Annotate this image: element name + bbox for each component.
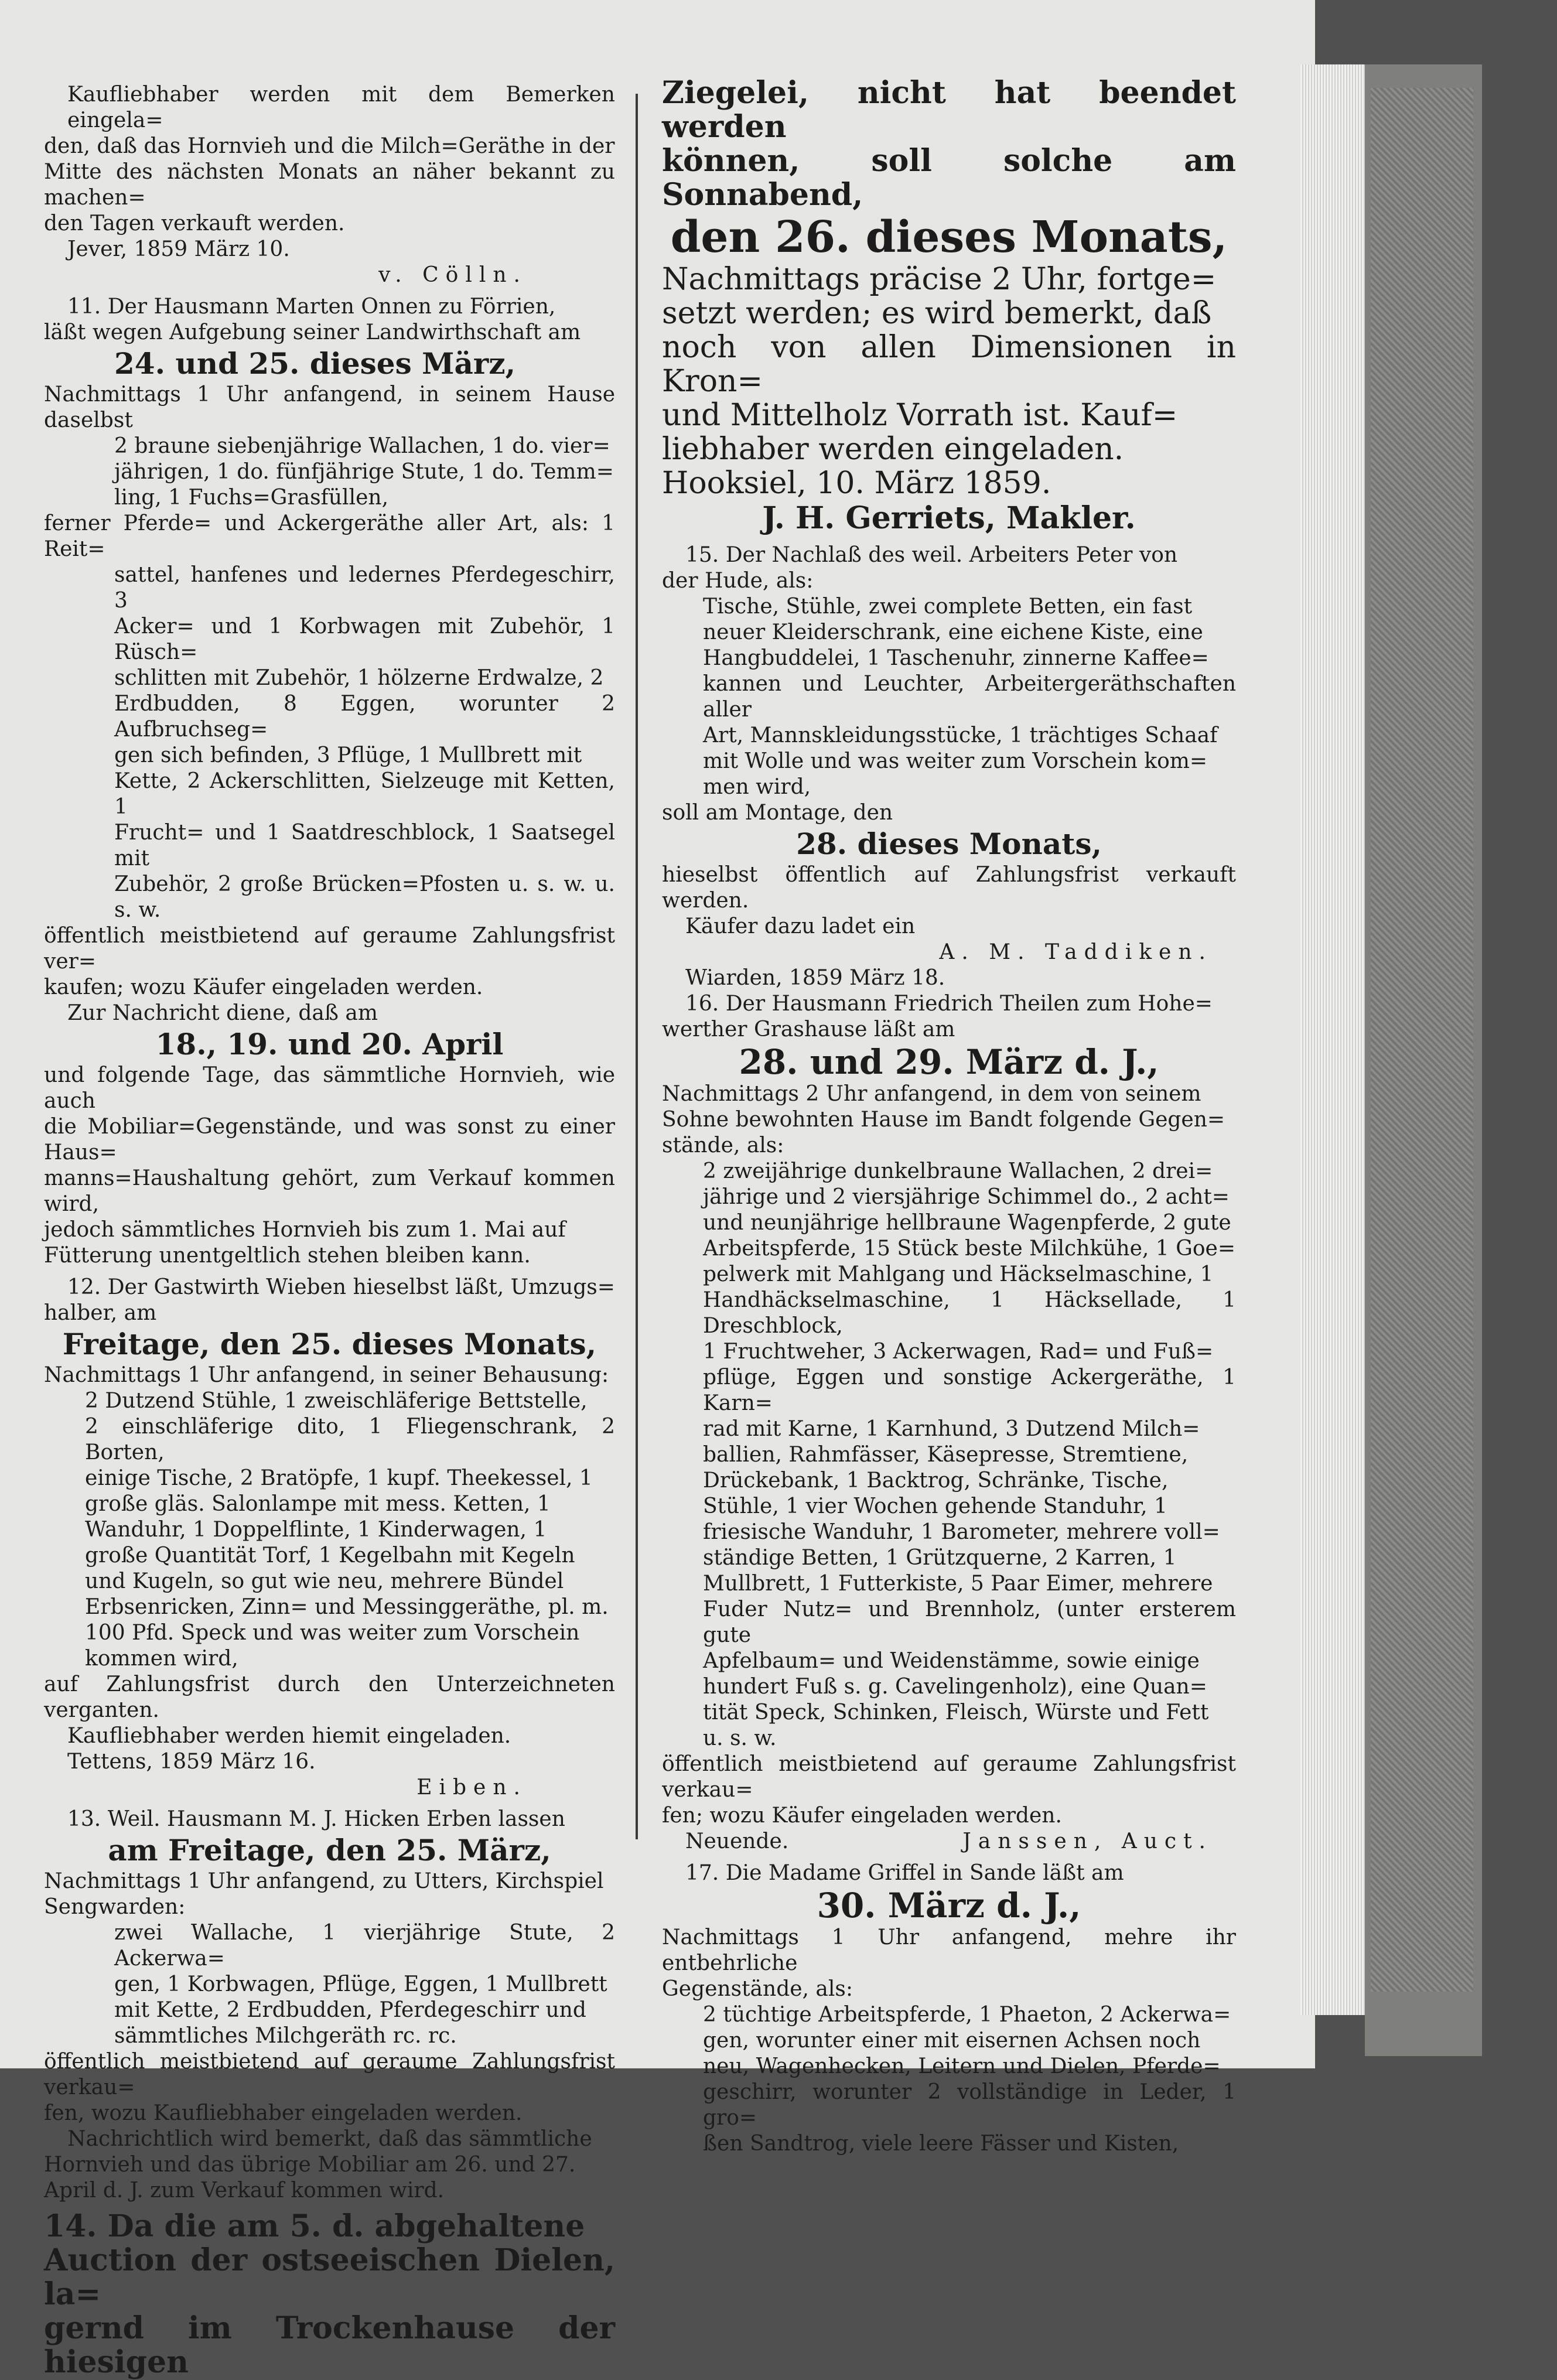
text-line: jährigen, 1 do. fünfjährige Stute, 1 do. Temm=: [114, 460, 614, 484]
text-line: Erdbudden, 8 Eggen, worunter 2 Aufbruchseg=: [114, 692, 615, 742]
text-line: Mitte des nächsten Monats an näher bekannt zu machen=: [44, 160, 615, 210]
signature: Janssen, Auct.: [962, 1829, 1213, 1853]
text-line: gernd im Trockenhause der hiesigen: [44, 2310, 615, 2380]
text-line: 12. Der Gastwirth Wieben hieselbst läßt, Umzugs=: [67, 1275, 615, 1299]
column-rule: [636, 94, 638, 1839]
text-line: kommen wird,: [85, 1647, 238, 1671]
auction-date: Freitage, den 25. dieses Monats,: [62, 1327, 597, 1361]
notice-16: [662, 991, 1236, 1855]
text-line: liebhaber werden eingeladen.: [662, 432, 1124, 467]
text-line: schlitten mit Zubehör, 1 hölzerne Erdwalze, 2: [114, 666, 604, 690]
text-line: Hangbuddelei, 1 Taschenuhr, zinnerne Kaffee=: [703, 646, 1209, 670]
text-line: und Mittelholz Vorrath ist. Kauf=: [662, 398, 1178, 433]
text-line: 16. Der Hausmann Friedrich Theilen zum Hohe=: [685, 992, 1213, 1016]
notice-13: [44, 1807, 615, 2204]
text-line: 17. Die Madame Griffel in Sande läßt am: [685, 1861, 1124, 1885]
text-line: 2 Dutzend Stühle, 1 zweischläferige Bettstelle,: [85, 1389, 588, 1413]
text-line: öffentlich meistbietend auf geraume Zahlungsfrist verkau=: [662, 1752, 1236, 1802]
place-date: Jever, 1859 März 10.: [67, 237, 290, 261]
signature: A. M. Taddiken.: [939, 940, 1213, 964]
text-line: hundert Fuß s. g. Cavelingenholz), eine Quan=: [703, 1675, 1207, 1699]
text-line: Acker= und 1 Korbwagen mit Zubehör, 1 Rüsch=: [114, 614, 615, 664]
text-line: der Hude, als:: [662, 569, 814, 593]
text-line: Nachmittags 1 Uhr anfangend, mehre ihr entbehrliche: [662, 1925, 1236, 1975]
auction-date: 18., 19. und 20. April: [155, 1027, 504, 1061]
text-line: 2 einschläferige dito, 1 Fliegenschrank, 2 Borten,: [85, 1415, 615, 1464]
text-line: die Mobiliar=Gegenstände, und was sonst zu einer Haus=: [44, 1115, 615, 1165]
text-line: 13. Weil. Hausmann M. J. Hicken Erben lassen: [67, 1807, 565, 1831]
text-line: setzt werden; es wird bemerkt, daß: [662, 296, 1212, 331]
text-line: 2 zweijährige dunkelbraune Wallachen, 2 drei=: [703, 1159, 1213, 1183]
text-line: Nachmittags 2 Uhr anfangend, in dem von seinem: [662, 1082, 1201, 1106]
text-line: Auction der ostseeischen Dielen, la=: [44, 2242, 615, 2312]
text-line: soll am Montage, den: [662, 801, 893, 825]
text-line: zwei Wallache, 1 vierjährige Stute, 2 Ackerwa=: [114, 1921, 615, 1971]
text-line: fen; wozu Käufer eingeladen werden.: [662, 1804, 1062, 1828]
left-column: [44, 82, 615, 2379]
text-line: öffentlich meistbietend auf geraume Zahlungsfrist ver=: [44, 924, 615, 974]
text-line: läßt wegen Aufgebung seiner Landwirthschaft am: [44, 320, 581, 344]
text-line: ständige Betten, 1 Grützquerne, 2 Karren, 1: [703, 1546, 1177, 1570]
notice-17: [662, 1860, 1236, 2157]
text-line: Kaufliebhaber werden hiemit eingeladen.: [67, 1724, 511, 1748]
text-line: 14. Da die am 5. d. abgehaltene: [44, 2208, 585, 2244]
text-line: 11. Der Hausmann Marten Onnen zu Förrien,: [67, 295, 556, 319]
auction-date: 30. März d. J.,: [817, 1886, 1081, 1925]
text-line: Fütterung unentgeltlich stehen bleiben kann.: [44, 1244, 531, 1268]
text-line: Sohne bewohnten Hause im Bandt folgende Gegen=: [662, 1108, 1225, 1132]
text-line: tität Speck, Schinken, Fleisch, Würste und Fett: [703, 1701, 1209, 1725]
text-line: noch von allen Dimensionen in Kron=: [662, 330, 1236, 399]
text-line: geschirr, worunter 2 vollständige in Leder, 1 gro=: [703, 2080, 1236, 2130]
notice-14-start: [44, 2210, 615, 2379]
auction-date: 28. und 29. März d. J.,: [739, 1042, 1159, 1082]
text-line: und folgende Tage, das sämmtliche Hornvieh, wie auch: [44, 1063, 615, 1113]
text-line: und Kugeln, so gut wie neu, mehrere Bündel: [85, 1569, 564, 1593]
text-line: gen, worunter einer mit eisernen Achsen noch: [703, 2029, 1201, 2053]
notice-10-tail: [44, 82, 615, 288]
text-line: Fuder Nutz= und Brennholz, (unter ersterem gute: [703, 1597, 1236, 1647]
right-column: [662, 76, 1236, 2157]
text-line: men wird,: [703, 775, 811, 799]
text-line: halber, am: [44, 1301, 157, 1325]
text-line: gen sich befinden, 3 Pflüge, 1 Mullbrett mit: [114, 743, 582, 767]
text-line: kaufen; wozu Käufer eingeladen werden.: [44, 975, 483, 999]
text-line: öffentlich meistbietend auf geraume Zahlungsfrist verkau=: [44, 2050, 615, 2099]
text-line: ßen Sandtrog, viele leere Fässer und Kisten,: [703, 2132, 1179, 2156]
place-date: Hooksiel, 10. März 1859.: [662, 466, 1051, 501]
text-line: Drückebank, 1 Backtrog, Schränke, Tische,: [703, 1469, 1169, 1493]
text-line: werther Grashause läßt am: [662, 1017, 955, 1042]
text-line: jährige und 2 viersjährige Schimmel do., 2 acht=: [703, 1185, 1230, 1209]
text-line: sämmtliches Milchgeräth rc. rc.: [114, 2024, 457, 2048]
text-line: 2 braune siebenjährige Wallachen, 1 do. vier=: [114, 434, 610, 458]
text-line: große gläs. Salonlampe mit mess. Ketten, 1: [85, 1492, 551, 1516]
text-line: Handhäckselmaschine, 1 Häcksellade, 1 Dreschblock,: [703, 1288, 1236, 1338]
signature: v. Cölln.: [378, 263, 527, 287]
text-line: Kette, 2 Ackerschlitten, Sielzeuge mit Ketten, 1: [114, 769, 615, 819]
text-line: einige Tische, 2 Bratöpfe, 1 kupf. Theekessel, 1: [85, 1466, 593, 1490]
text-line: 100 Pfd. Speck und was weiter zum Vorschein: [85, 1621, 580, 1645]
text-line: pflüge, Eggen und sonstige Ackergeräthe, 1 Karn=: [703, 1365, 1236, 1415]
text-line: Wanduhr, 1 Doppelflinte, 1 Kinderwagen, 1: [85, 1518, 547, 1542]
text-line: Nachrichtlich wird bemerkt, daß das sämmtliche: [67, 2127, 592, 2151]
text-line: Nachmittags 1 Uhr anfangend, in seinem Hause daselbst: [44, 383, 615, 432]
text-line: den, daß das Hornvieh und die Milch=Geräthe in der: [44, 134, 615, 158]
text-line: Nachmittags präcise 2 Uhr, fortge=: [662, 262, 1217, 297]
signature: J. H. Gerriets, Makler.: [762, 500, 1136, 536]
auction-date: 24. und 25. dieses März,: [114, 346, 516, 381]
text-line: 2 tüchtige Arbeitspferde, 1 Phaeton, 2 Ackerwa=: [703, 2003, 1231, 2027]
text-line: hieselbst öffentlich auf Zahlungsfrist verkauft werden.: [662, 863, 1236, 913]
signature-line: [662, 1829, 1236, 1855]
text-line: manns=Haushaltung gehört, zum Verkauf kommen wird,: [44, 1166, 615, 1216]
text-line: große Quantität Torf, 1 Kegelbahn mit Kegeln: [85, 1544, 575, 1568]
text-line: rad mit Karne, 1 Karnhund, 3 Dutzend Milch=: [703, 1417, 1200, 1441]
text-line: Nachmittags 1 Uhr anfangend, zu Utters, Kirchspiel: [44, 1869, 604, 1893]
notice-11: [44, 294, 615, 1269]
sig-place: Neuende.: [685, 1829, 789, 1853]
auction-date: am Freitage, den 25. März,: [108, 1833, 551, 1867]
notice-14-cont: [662, 76, 1236, 537]
text-line: neu, Wagenhecken, Leitern und Dielen, Pferde=: [703, 2054, 1221, 2078]
text-line: Hornvieh und das übrige Mobiliar am 26. und 27.: [44, 2153, 576, 2177]
text-line: Erbsenricken, Zinn= und Messinggeräthe, pl. m.: [85, 1595, 609, 1619]
auction-date: den 26. dieses Monats,: [670, 212, 1228, 262]
text-line: jedoch sämmtliches Hornvieh bis zum 1. Mai auf: [44, 1218, 566, 1242]
text-line: ferner Pferde= und Ackergeräthe aller Art, als: 1 Reit=: [44, 511, 615, 561]
text-line: 15. Der Nachlaß des weil. Arbeiters Peter von: [685, 543, 1178, 567]
text-line: ballien, Rahmfässer, Käsepresse, Stremtiene,: [703, 1443, 1189, 1467]
place-date: Wiarden, 1859 März 18.: [685, 966, 945, 990]
text-line: 1 Fruchtweher, 3 Ackerwagen, Rad= und Fuß=: [703, 1340, 1214, 1364]
text-line: und neunjährige hellbraune Wagenpferde, 2 gute: [703, 1211, 1231, 1235]
place-date: Tettens, 1859 März 16.: [67, 1750, 316, 1774]
text-line: April d. J. zum Verkauf kommen wird.: [44, 2178, 445, 2203]
cover-fabric: [1371, 88, 1473, 1992]
text-line: Käufer dazu ladet ein: [685, 914, 916, 938]
text-line: friesische Wanduhr, 1 Barometer, mehrere voll=: [703, 1520, 1220, 1544]
text-line: auf Zahlungsfrist durch den Unterzeichneten verganten.: [44, 1672, 615, 1722]
text-line: Apfelbaum= und Weidenstämme, sowie einige: [703, 1649, 1200, 1673]
text-line: Mullbrett, 1 Futterkiste, 5 Paar Eimer, mehrere: [703, 1572, 1213, 1596]
text-line: mit Wolle und was weiter zum Vorschein kom=: [703, 749, 1208, 773]
text-line: Stühle, 1 vier Wochen gehende Standuhr, 1: [703, 1494, 1167, 1518]
text-line: den Tagen verkauft werden.: [44, 211, 345, 235]
notice-12: [44, 1275, 615, 1801]
text-line: sattel, hanfenes und ledernes Pferdegeschirr, 3: [114, 563, 615, 613]
text-line: Tische, Stühle, zwei complete Betten, ein fast: [703, 595, 1193, 619]
text-line: Zubehör, 2 große Brücken=Pfosten u. s. w. u. s. w.: [114, 872, 615, 922]
text-line: Frucht= und 1 Saatdreschblock, 1 Saatsegel mit: [114, 821, 615, 870]
text-line: Art, Mannskleidungsstücke, 1 trächtiges Schaaf: [703, 723, 1218, 747]
text-line: Kaufliebhaber werden mit dem Bemerken eingela=: [67, 83, 615, 132]
notice-15: [662, 542, 1236, 991]
text-line: Sengwarden:: [44, 1895, 186, 1919]
text-line: ling, 1 Fuchs=Grasfüllen,: [114, 486, 389, 510]
text-line: neuer Kleiderschrank, eine eichene Kiste, eine: [703, 620, 1203, 644]
text-line: Nachmittags 1 Uhr anfangend, in seiner Behausung:: [44, 1363, 609, 1387]
text-line: kannen und Leuchter, Arbeitergeräthschaften aller: [703, 672, 1236, 722]
text-line: Zur Nachricht diene, daß am: [67, 1001, 378, 1025]
text-line: mit Kette, 2 Erdbudden, Pferdegeschirr und: [114, 1998, 586, 2022]
text-line: gen, 1 Korbwagen, Pflüge, Eggen, 1 Mullbrett: [114, 1972, 607, 1996]
text-line: fen, wozu Kaufliebhaber eingeladen werden.: [44, 2101, 523, 2125]
text-line: u. s. w.: [703, 1726, 777, 1750]
text-line: Gegenstände, als:: [662, 1977, 853, 2001]
text-line: können, soll solche am Sonnabend,: [662, 143, 1236, 213]
text-line: Arbeitspferde, 15 Stück beste Milchkühe, 1 Goe=: [703, 1237, 1236, 1261]
signature: Eiben.: [416, 1775, 527, 1799]
text-line: pelwerk mit Mahlgang und Häckselmaschine, 1: [703, 1262, 1214, 1286]
auction-date: 28. dieses Monats,: [796, 827, 1102, 861]
text-line: Ziegelei, nicht hat beendet werden: [662, 75, 1236, 145]
text-line: stände, als:: [662, 1133, 784, 1157]
